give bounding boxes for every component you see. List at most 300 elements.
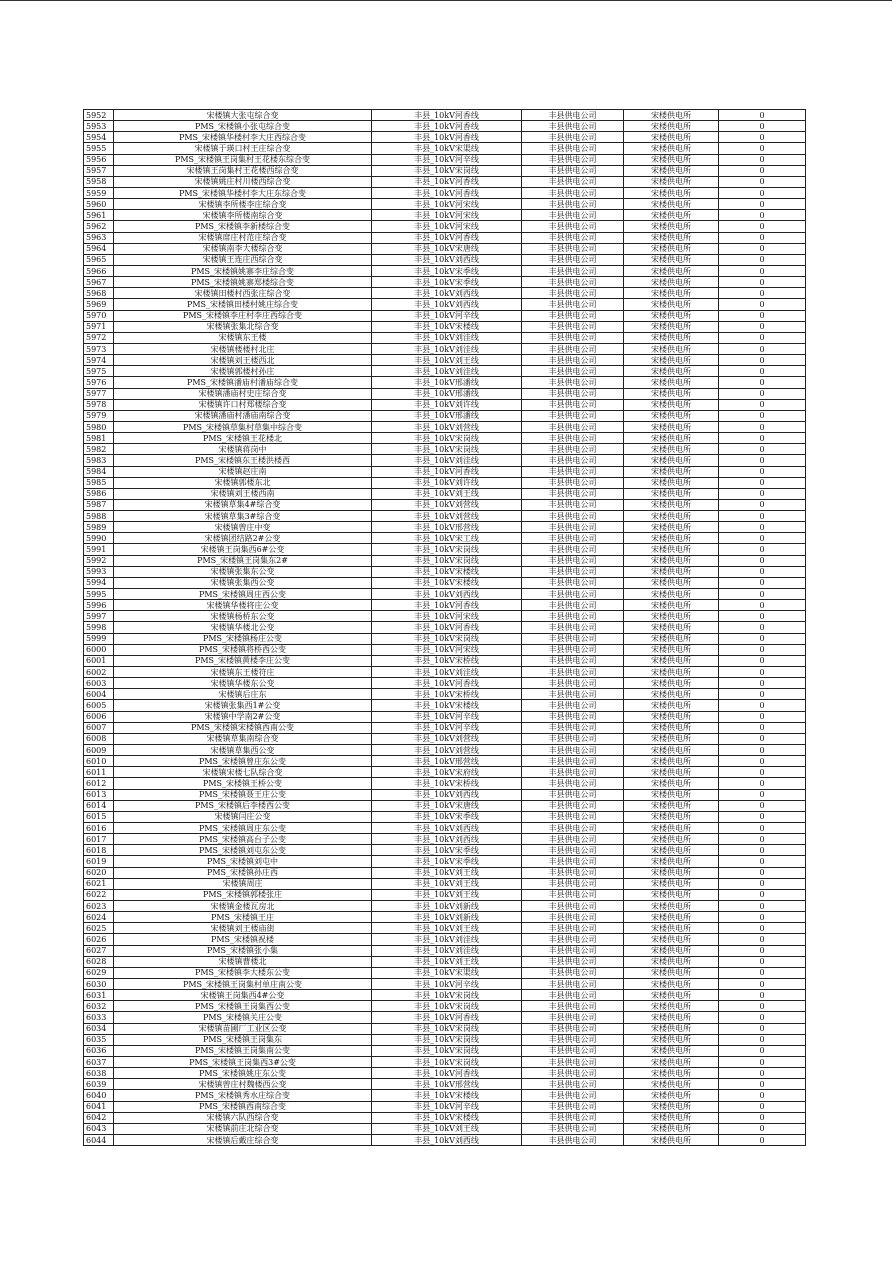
office-cell: 宋楼供电所 [624, 622, 719, 633]
row-id-cell: 5984 [84, 466, 114, 477]
company-cell: 丰县供电公司 [522, 299, 624, 310]
table-row [84, 767, 806, 778]
office-cell: 宋楼供电所 [624, 589, 719, 600]
table-row [84, 455, 806, 466]
table-row [84, 366, 806, 377]
line-name-cell: 丰县_10kV刘洼线 [372, 366, 522, 377]
station-name-cell: PMS_宋楼镇王岗集西公变 [114, 1001, 372, 1012]
line-name-cell: 丰县_10kV宋岗线 [372, 990, 522, 1001]
row-id-cell: 5998 [84, 622, 114, 633]
value-cell: 0 [719, 923, 806, 934]
table-row [84, 945, 806, 956]
line-name-cell: 丰县_10kV刘营线 [372, 733, 522, 744]
value-cell: 0 [719, 934, 806, 945]
station-name-cell: PMS_宋楼镇刘屯东公变 [114, 845, 372, 856]
row-id-cell: 6026 [84, 934, 114, 945]
table-row [84, 343, 806, 354]
line-name-cell: 丰县_10kV刘许线 [372, 399, 522, 410]
company-cell: 丰县供电公司 [522, 399, 624, 410]
company-cell: 丰县供电公司 [522, 1079, 624, 1090]
station-name-cell: 宋楼镇后戴庄综合变 [114, 1134, 372, 1145]
value-cell: 0 [719, 990, 806, 1001]
row-id-cell: 5967 [84, 277, 114, 288]
line-name-cell: 丰县_10kV河宋线 [372, 644, 522, 655]
value-cell: 0 [719, 544, 806, 555]
table-row [84, 566, 806, 577]
row-id-cell: 5953 [84, 121, 114, 132]
company-cell: 丰县供电公司 [522, 978, 624, 989]
office-cell: 宋楼供电所 [624, 611, 719, 622]
table-row [84, 533, 806, 544]
office-cell: 宋楼供电所 [624, 1056, 719, 1067]
line-name-cell: 丰县_10kV河香线 [372, 232, 522, 243]
row-id-cell: 5994 [84, 577, 114, 588]
office-cell: 宋楼供电所 [624, 165, 719, 176]
row-id-cell: 5977 [84, 388, 114, 399]
value-cell: 0 [719, 277, 806, 288]
station-name-cell: PMS_宋楼镇王岗集西3#公变 [114, 1056, 372, 1067]
office-cell: 宋楼供电所 [624, 265, 719, 276]
office-cell: 宋楼供电所 [624, 1012, 719, 1023]
station-name-cell: 宋楼镇曾庄村魏楼西公变 [114, 1079, 372, 1090]
line-name-cell: 丰县_10kV刘王线 [372, 956, 522, 967]
value-cell: 0 [719, 700, 806, 711]
line-name-cell: 丰县_10kV河香线 [372, 187, 522, 198]
line-name-cell: 丰县_10kV刘西线 [372, 299, 522, 310]
row-id-cell: 6009 [84, 745, 114, 756]
line-name-cell: 丰县_10kV刘西线 [372, 834, 522, 845]
line-name-cell: 丰县_10kV河香线 [372, 466, 522, 477]
table-row [84, 399, 806, 410]
value-cell: 0 [719, 421, 806, 432]
line-name-cell: 丰县_10kV邢营线 [372, 522, 522, 533]
line-name-cell: 丰县_10kV宋渠线 [372, 967, 522, 978]
line-name-cell: 丰县_10kV刘西线 [372, 254, 522, 265]
office-cell: 宋楼供电所 [624, 745, 719, 756]
value-cell: 0 [719, 945, 806, 956]
company-cell: 丰县供电公司 [522, 1034, 624, 1045]
value-cell: 0 [719, 488, 806, 499]
office-cell: 宋楼供电所 [624, 956, 719, 967]
line-name-cell: 丰县_10kV河香线 [372, 176, 522, 187]
station-name-cell: 宋楼镇田楼村西张庄综合变 [114, 288, 372, 299]
company-cell: 丰县供电公司 [522, 589, 624, 600]
station-name-cell: 宋楼镇周庄 [114, 878, 372, 889]
table-row [84, 121, 806, 132]
line-name-cell: 丰县_10kV宋楼线 [372, 577, 522, 588]
station-name-cell: PMS_宋楼镇李新楼综合变 [114, 221, 372, 232]
company-cell: 丰县供电公司 [522, 845, 624, 856]
table-row [84, 967, 806, 978]
station-name-cell: 宋楼镇华楼将庄公变 [114, 600, 372, 611]
company-cell: 丰县供电公司 [522, 667, 624, 678]
company-cell: 丰县供电公司 [522, 1001, 624, 1012]
value-cell: 0 [719, 633, 806, 644]
line-name-cell: 丰县_10kV刘西线 [372, 1134, 522, 1145]
office-cell: 宋楼供电所 [624, 856, 719, 867]
station-name-cell: 宋楼镇金楼瓦房北 [114, 900, 372, 911]
row-id-cell: 6036 [84, 1045, 114, 1056]
company-cell: 丰县供电公司 [522, 210, 624, 221]
company-cell: 丰县供电公司 [522, 1090, 624, 1101]
value-cell: 0 [719, 956, 806, 967]
value-cell: 0 [719, 321, 806, 332]
company-cell: 丰县供电公司 [522, 923, 624, 934]
table-row [84, 633, 806, 644]
row-id-cell: 6025 [84, 923, 114, 934]
office-cell: 宋楼供电所 [624, 1034, 719, 1045]
table-row [84, 110, 806, 121]
office-cell: 宋楼供电所 [624, 477, 719, 488]
table-row [84, 410, 806, 421]
row-id-cell: 6022 [84, 889, 114, 900]
station-name-cell: PMS_宋楼镇王岗集南公变 [114, 1045, 372, 1056]
table-row [84, 912, 806, 923]
table-row [84, 332, 806, 343]
value-cell: 0 [719, 566, 806, 577]
line-name-cell: 丰县_10kV宋楼线 [372, 1112, 522, 1123]
station-name-cell: PMS_宋楼镇姚寨郑楼综合变 [114, 277, 372, 288]
line-name-cell: 丰县_10kV宋岗线 [372, 1023, 522, 1034]
value-cell: 0 [719, 232, 806, 243]
row-id-cell: 5992 [84, 555, 114, 566]
value-cell: 0 [719, 388, 806, 399]
row-id-cell: 6030 [84, 978, 114, 989]
line-name-cell: 丰县_10kV河辛线 [372, 722, 522, 733]
station-name-cell: 宋楼镇华楼北公变 [114, 622, 372, 633]
line-name-cell: 丰县_10kV河香线 [372, 678, 522, 689]
office-cell: 宋楼供电所 [624, 433, 719, 444]
company-cell: 丰县供电公司 [522, 1023, 624, 1034]
table-row [84, 789, 806, 800]
station-name-cell: 宋楼镇王岗集西6#公变 [114, 544, 372, 555]
company-cell: 丰县供电公司 [522, 566, 624, 577]
office-cell: 宋楼供电所 [624, 834, 719, 845]
office-cell: 宋楼供电所 [624, 555, 719, 566]
company-cell: 丰县供电公司 [522, 934, 624, 945]
line-name-cell: 丰县_10kV宋岗线 [372, 555, 522, 566]
office-cell: 宋楼供电所 [624, 210, 719, 221]
row-id-cell: 5957 [84, 165, 114, 176]
office-cell: 宋楼供电所 [624, 889, 719, 900]
line-name-cell: 丰县_10kV河辛线 [372, 154, 522, 165]
line-name-cell: 丰县_10kV河辛线 [372, 711, 522, 722]
row-id-cell: 6018 [84, 845, 114, 856]
office-cell: 宋楼供电所 [624, 577, 719, 588]
station-name-cell: PMS_宋楼镇聂王庄公变 [114, 789, 372, 800]
value-cell: 0 [719, 689, 806, 700]
office-cell: 宋楼供电所 [624, 455, 719, 466]
table-row [84, 667, 806, 678]
office-cell: 宋楼供电所 [624, 254, 719, 265]
table-row [84, 165, 806, 176]
line-name-cell: 丰县_10kV刘西线 [372, 288, 522, 299]
company-cell: 丰县供电公司 [522, 878, 624, 889]
table-row [84, 622, 806, 633]
office-cell: 宋楼供电所 [624, 321, 719, 332]
station-name-cell: 宋楼镇李所楼南综合变 [114, 210, 372, 221]
table-row [84, 132, 806, 143]
office-cell: 宋楼供电所 [624, 733, 719, 744]
row-id-cell: 5964 [84, 243, 114, 254]
table-row [84, 1001, 806, 1012]
row-id-cell: 6011 [84, 767, 114, 778]
value-cell: 0 [719, 678, 806, 689]
office-cell: 宋楼供电所 [624, 1023, 719, 1034]
row-id-cell: 6003 [84, 678, 114, 689]
value-cell: 0 [719, 399, 806, 410]
station-name-cell: PMS_宋楼镇王桥公变 [114, 778, 372, 789]
row-id-cell: 5973 [84, 343, 114, 354]
value-cell: 0 [719, 221, 806, 232]
line-name-cell: 丰县_10kV宋岗线 [372, 1034, 522, 1045]
line-name-cell: 丰县_10kV宋季线 [372, 856, 522, 867]
line-name-cell: 丰县_10kV河辛线 [372, 1101, 522, 1112]
line-name-cell: 丰县_10kV河宋线 [372, 199, 522, 210]
table-row [84, 555, 806, 566]
office-cell: 宋楼供电所 [624, 277, 719, 288]
value-cell: 0 [719, 655, 806, 666]
value-cell: 0 [719, 711, 806, 722]
row-id-cell: 6004 [84, 689, 114, 700]
line-name-cell: 丰县_10kV宋桥线 [372, 778, 522, 789]
row-id-cell: 5990 [84, 533, 114, 544]
row-id-cell: 5966 [84, 265, 114, 276]
table-row [84, 934, 806, 945]
table-row [84, 1134, 806, 1145]
row-id-cell: 5995 [84, 589, 114, 600]
station-name-cell: 宋楼镇张集北综合变 [114, 321, 372, 332]
station-name-cell: 宋楼镇中学南2#公变 [114, 711, 372, 722]
company-cell: 丰县供电公司 [522, 912, 624, 923]
company-cell: 丰县供电公司 [522, 355, 624, 366]
value-cell: 0 [719, 733, 806, 744]
value-cell: 0 [719, 1001, 806, 1012]
company-cell: 丰县供电公司 [522, 1012, 624, 1023]
station-name-cell: 宋楼镇宋楼七队综合变 [114, 767, 372, 778]
line-name-cell: 丰县_10kV宋楼线 [372, 321, 522, 332]
company-cell: 丰县供电公司 [522, 823, 624, 834]
value-cell: 0 [719, 800, 806, 811]
row-id-cell: 5972 [84, 332, 114, 343]
station-name-cell: 宋楼镇东王楼符庄 [114, 667, 372, 678]
station-name-cell: 宋楼镇郭楼东北 [114, 477, 372, 488]
line-name-cell: 丰县_10kV刘西线 [372, 589, 522, 600]
office-cell: 宋楼供电所 [624, 232, 719, 243]
station-name-cell: PMS_宋楼镇王岗集村王花楼东综合变 [114, 154, 372, 165]
company-cell: 丰县供电公司 [522, 366, 624, 377]
value-cell: 0 [719, 845, 806, 856]
table-row [84, 254, 806, 265]
table-row [84, 210, 806, 221]
line-name-cell: 丰县_10kV河宋线 [372, 210, 522, 221]
table-row [84, 845, 806, 856]
line-name-cell: 丰县_10kV河香线 [372, 121, 522, 132]
value-cell: 0 [719, 767, 806, 778]
company-cell: 丰县供电公司 [522, 990, 624, 1001]
station-name-cell: PMS_宋楼镇曾庄东公变 [114, 756, 372, 767]
line-name-cell: 丰县_10kV刘营线 [372, 421, 522, 432]
line-name-cell: 丰县_10kV邢营线 [372, 756, 522, 767]
value-cell: 0 [719, 366, 806, 377]
station-name-cell: PMS_宋楼镇将桥西公变 [114, 644, 372, 655]
station-name-cell: PMS_宋楼镇王岗集村单庄南公变 [114, 978, 372, 989]
table-row [84, 1090, 806, 1101]
table-row [84, 466, 806, 477]
value-cell: 0 [719, 611, 806, 622]
company-cell: 丰县供电公司 [522, 254, 624, 265]
data-table [83, 109, 806, 1146]
company-cell: 丰县供电公司 [522, 132, 624, 143]
row-id-cell: 6037 [84, 1056, 114, 1067]
line-name-cell: 丰县_10kV刘营线 [372, 745, 522, 756]
line-name-cell: 丰县_10kV宋岗线 [372, 1001, 522, 1012]
office-cell: 宋楼供电所 [624, 499, 719, 510]
office-cell: 宋楼供电所 [624, 990, 719, 1001]
station-name-cell: PMS_宋楼镇李大楼东公变 [114, 967, 372, 978]
station-name-cell: PMS_宋楼镇李庄村李庄西综合变 [114, 310, 372, 321]
company-cell: 丰县供电公司 [522, 778, 624, 789]
row-id-cell: 5979 [84, 410, 114, 421]
table-row [84, 1101, 806, 1112]
line-name-cell: 丰县_10kV河香线 [372, 622, 522, 633]
row-id-cell: 6007 [84, 722, 114, 733]
office-cell: 宋楼供电所 [624, 767, 719, 778]
station-name-cell: 宋楼镇前庄北综合变 [114, 1123, 372, 1134]
table-row [84, 722, 806, 733]
office-cell: 宋楼供电所 [624, 410, 719, 421]
office-cell: 宋楼供电所 [624, 644, 719, 655]
line-name-cell: 丰县_10kV刘王线 [372, 1123, 522, 1134]
line-name-cell: 丰县_10kV河辛线 [372, 978, 522, 989]
company-cell: 丰县供电公司 [522, 321, 624, 332]
company-cell: 丰县供电公司 [522, 1101, 624, 1112]
line-name-cell: 丰县_10kV宋岗线 [372, 165, 522, 176]
company-cell: 丰县供电公司 [522, 332, 624, 343]
row-id-cell: 5974 [84, 355, 114, 366]
office-cell: 宋楼供电所 [624, 800, 719, 811]
table-row [84, 990, 806, 1001]
line-name-cell: 丰县_10kV刘新线 [372, 912, 522, 923]
line-name-cell: 丰县_10kV邢潘线 [372, 388, 522, 399]
value-cell: 0 [719, 176, 806, 187]
value-cell: 0 [719, 165, 806, 176]
company-cell: 丰县供电公司 [522, 176, 624, 187]
value-cell: 0 [719, 121, 806, 132]
company-cell: 丰县供电公司 [522, 733, 624, 744]
company-cell: 丰县供电公司 [522, 767, 624, 778]
row-id-cell: 6043 [84, 1123, 114, 1134]
table-row [84, 221, 806, 232]
company-cell: 丰县供电公司 [522, 689, 624, 700]
row-id-cell: 5961 [84, 210, 114, 221]
office-cell: 宋楼供电所 [624, 912, 719, 923]
row-id-cell: 5976 [84, 377, 114, 388]
table-row [84, 644, 806, 655]
station-name-cell: PMS_宋楼镇祝楼 [114, 934, 372, 945]
station-name-cell: PMS_宋楼镇姚寨李庄综合变 [114, 265, 372, 276]
value-cell: 0 [719, 433, 806, 444]
station-name-cell: 宋楼镇刘王楼西北 [114, 355, 372, 366]
row-id-cell: 5996 [84, 600, 114, 611]
value-cell: 0 [719, 1012, 806, 1023]
table-row [84, 923, 806, 934]
company-cell: 丰县供电公司 [522, 856, 624, 867]
value-cell: 0 [719, 823, 806, 834]
company-cell: 丰县供电公司 [522, 388, 624, 399]
row-id-cell: 6024 [84, 912, 114, 923]
table-row [84, 834, 806, 845]
value-cell: 0 [719, 600, 806, 611]
station-name-cell: 宋楼镇蒋岗中 [114, 444, 372, 455]
station-name-cell: 宋楼镇曹楼北 [114, 956, 372, 967]
company-cell: 丰县供电公司 [522, 600, 624, 611]
company-cell: 丰县供电公司 [522, 433, 624, 444]
station-name-cell: PMS_宋楼镇王庄 [114, 912, 372, 923]
value-cell: 0 [719, 555, 806, 566]
table-row [84, 1068, 806, 1079]
office-cell: 宋楼供电所 [624, 187, 719, 198]
line-name-cell: 丰县_10kV邢营线 [372, 1079, 522, 1090]
line-name-cell: 丰县_10kV刘洼线 [372, 455, 522, 466]
station-name-cell: PMS_宋楼镇秀水庄综合变 [114, 1090, 372, 1101]
value-cell: 0 [719, 644, 806, 655]
row-id-cell: 6016 [84, 823, 114, 834]
table-row [84, 577, 806, 588]
value-cell: 0 [719, 455, 806, 466]
station-name-cell: 宋楼镇郭楼村孙庄 [114, 366, 372, 377]
office-cell: 宋楼供电所 [624, 121, 719, 132]
value-cell: 0 [719, 377, 806, 388]
table-row [84, 856, 806, 867]
value-cell: 0 [719, 789, 806, 800]
office-cell: 宋楼供电所 [624, 110, 719, 121]
line-name-cell: 丰县_10kV宋岗线 [372, 1045, 522, 1056]
table-row [84, 310, 806, 321]
office-cell: 宋楼供电所 [624, 566, 719, 577]
value-cell: 0 [719, 154, 806, 165]
station-name-cell: 宋楼镇曾庄中变 [114, 522, 372, 533]
company-cell: 丰县供电公司 [522, 1068, 624, 1079]
row-id-cell: 5975 [84, 366, 114, 377]
station-name-cell: PMS_宋楼镇高台子公变 [114, 834, 372, 845]
row-id-cell: 6039 [84, 1079, 114, 1090]
station-name-cell: PMS_宋楼镇姚庄东公变 [114, 1068, 372, 1079]
line-name-cell: 丰县_10kV宋府线 [372, 767, 522, 778]
company-cell: 丰县供电公司 [522, 511, 624, 522]
row-id-cell: 6017 [84, 834, 114, 845]
station-name-cell: PMS_宋楼镇华楼村李大庄西综合变 [114, 132, 372, 143]
value-cell: 0 [719, 811, 806, 822]
line-name-cell: 丰县_10kV刘许线 [372, 477, 522, 488]
office-cell: 宋楼供电所 [624, 466, 719, 477]
table-row [84, 232, 806, 243]
value-cell: 0 [719, 722, 806, 733]
table-row [84, 265, 806, 276]
office-cell: 宋楼供电所 [624, 522, 719, 533]
table-row [84, 600, 806, 611]
company-cell: 丰县供电公司 [522, 488, 624, 499]
line-name-cell: 丰县_10kV宋楼线 [372, 1090, 522, 1101]
company-cell: 丰县供电公司 [522, 945, 624, 956]
row-id-cell: 6021 [84, 878, 114, 889]
station-name-cell: 宋楼镇张集西公变 [114, 577, 372, 588]
station-name-cell: PMS_宋楼镇张小集 [114, 945, 372, 956]
row-id-cell: 5997 [84, 611, 114, 622]
station-name-cell: PMS_宋楼镇草集村草集中综合变 [114, 421, 372, 432]
office-cell: 宋楼供电所 [624, 845, 719, 856]
table-row [84, 756, 806, 767]
